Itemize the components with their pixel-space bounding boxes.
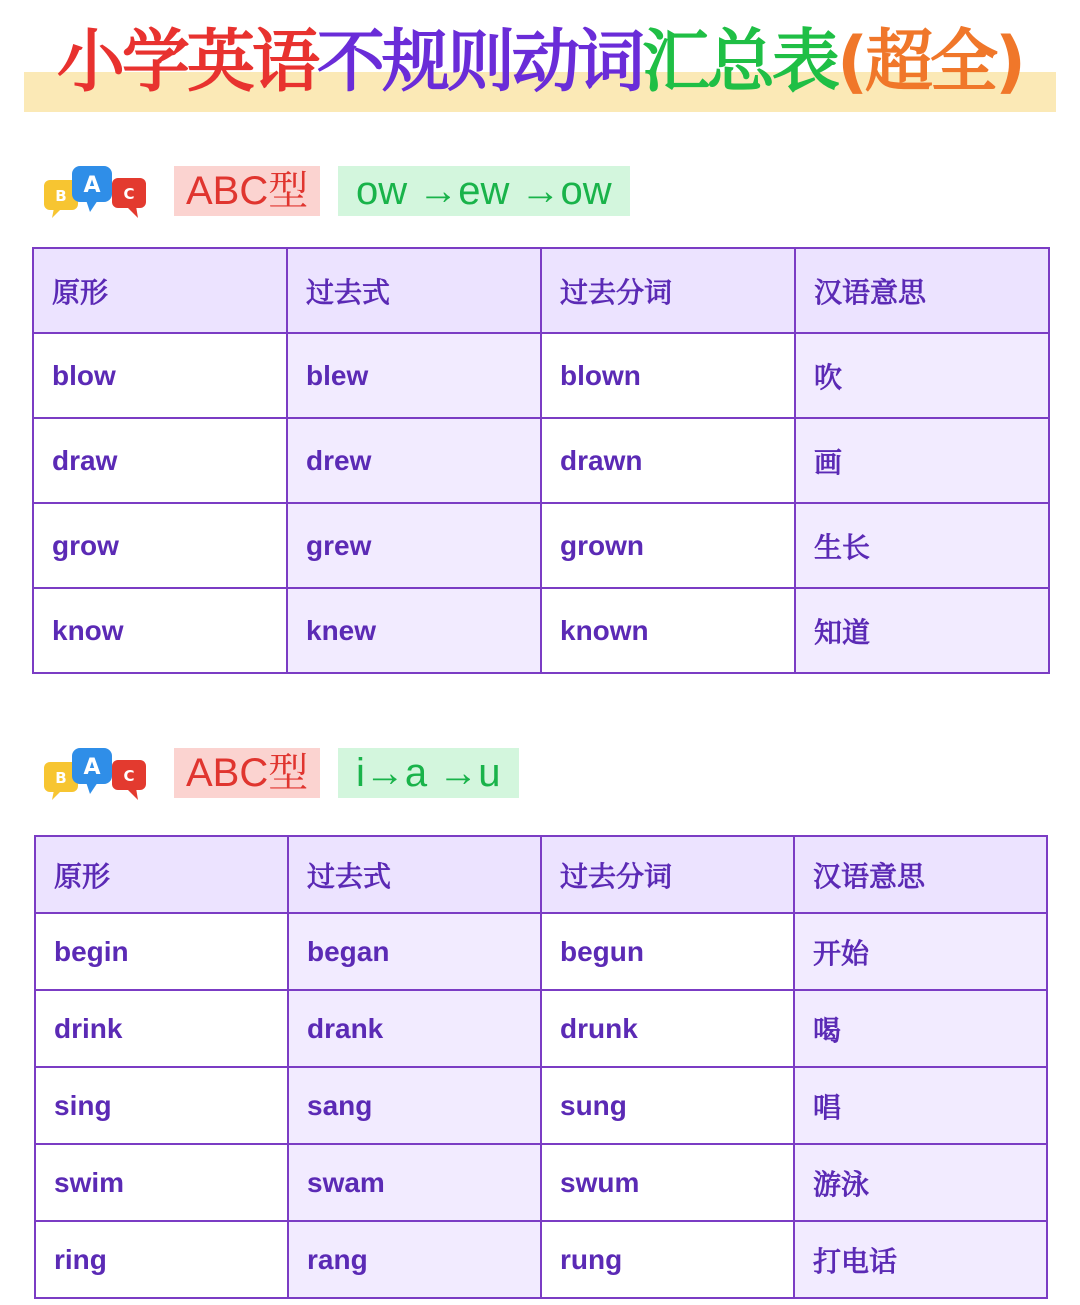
title-banner [24,20,1056,112]
cell-past-participle: drawn [541,418,795,503]
cell-base-form: grow [33,503,287,588]
table-row [35,990,1047,1067]
cell-chinese-meaning: 喝 [794,990,1047,1067]
table-header-row [33,248,1049,333]
title-segment-2: 不规则动词 [316,23,642,102]
section-2-type-tag: ABC型 [174,748,320,798]
cell-past-tense: sang [288,1067,541,1144]
header-base-form: 原形 [35,836,288,913]
section-2-pattern-tag: i→a →u [338,748,519,798]
cell-past-participle: known [541,588,795,673]
cell-past-tense: knew [287,588,541,673]
verb-table-2 [34,835,1048,1299]
logo-letter-b: B [55,187,67,205]
table-row [33,588,1049,673]
cell-past-tense: rang [288,1221,541,1298]
header-past-participle: 过去分词 [541,248,795,333]
verb-table-1 [32,247,1050,674]
table-row [33,503,1049,588]
title-segment-4: (超全) [836,23,1024,102]
header-base-form: 原形 [33,248,287,333]
cell-past-tense: drew [287,418,541,503]
cell-base-form: draw [33,418,287,503]
cell-past-tense: blew [287,333,541,418]
section-1-type-tag: ABC型 [174,166,320,216]
cell-past-tense: grew [287,503,541,588]
logo-letter-a: A [83,173,101,198]
cell-chinese-meaning: 生长 [795,503,1049,588]
cell-past-participle: grown [541,503,795,588]
logo-letter-a: A [83,755,101,780]
cell-base-form: ring [35,1221,288,1298]
cell-chinese-meaning: 打电话 [794,1221,1047,1298]
cell-past-tense: began [288,913,541,990]
cell-past-participle: swum [541,1144,794,1221]
logo-letter-b: B [55,769,67,787]
logo-letter-c: C [123,767,135,785]
cell-base-form: know [33,588,287,673]
abc-speech-bubbles-icon [40,164,150,224]
header-past-tense: 过去式 [287,248,541,333]
logo-letter-c: C [123,185,135,203]
cell-past-participle: sung [541,1067,794,1144]
cell-chinese-meaning: 唱 [794,1067,1047,1144]
table-row [33,333,1049,418]
cell-base-form: sing [35,1067,288,1144]
cell-chinese-meaning: 开始 [794,913,1047,990]
cell-chinese-meaning: 游泳 [794,1144,1047,1221]
abc-speech-bubbles-icon [40,746,150,806]
cell-past-participle: begun [541,913,794,990]
header-chinese-meaning: 汉语意思 [795,248,1049,333]
cell-past-participle: blown [541,333,795,418]
cell-base-form: swim [35,1144,288,1221]
table-header-row [35,836,1047,913]
table-row [35,913,1047,990]
cell-past-participle: rung [541,1221,794,1298]
header-chinese-meaning: 汉语意思 [794,836,1047,913]
cell-past-tense: swam [288,1144,541,1221]
header-past-tense: 过去式 [288,836,541,913]
table-row [35,1144,1047,1221]
title-segment-1: 小学英语 [56,23,317,102]
cell-past-tense: drank [288,990,541,1067]
cell-chinese-meaning: 知道 [795,588,1049,673]
cell-base-form: blow [33,333,287,418]
section-1-pattern-tag: ow →ew →ow [338,166,630,216]
cell-past-participle: drunk [541,990,794,1067]
title-segment-3: 汇总表 [641,23,837,102]
cell-base-form: drink [35,990,288,1067]
table-row [33,418,1049,503]
table-row [35,1067,1047,1144]
table-row [35,1221,1047,1298]
page-title [24,20,1056,106]
section-1-header [40,164,740,224]
cell-base-form: begin [35,913,288,990]
section-2-header [40,746,740,806]
header-past-participle: 过去分词 [541,836,794,913]
cell-chinese-meaning: 画 [795,418,1049,503]
cell-chinese-meaning: 吹 [795,333,1049,418]
